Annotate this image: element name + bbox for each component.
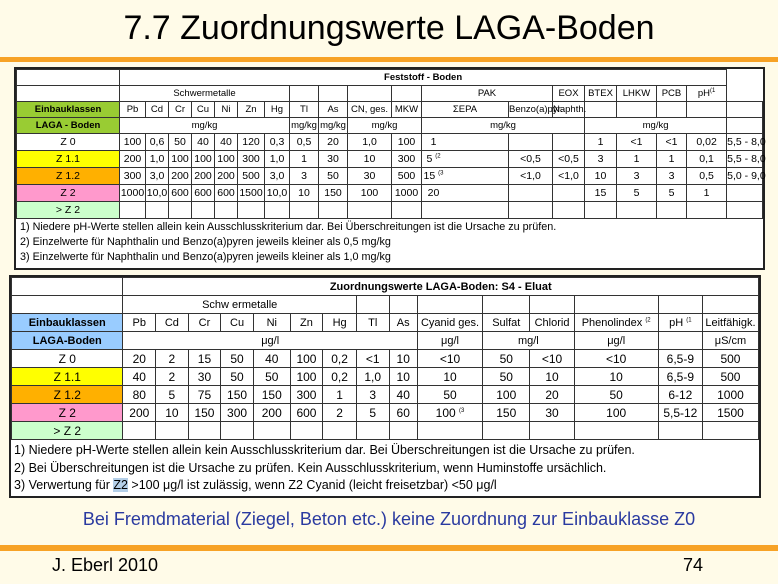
eluat-header: Zuordnungswerte LAGA-Boden: S4 - Eluat — [123, 278, 759, 296]
feststoff-row-z2: Z 2 1000 10,0 600 600 600 1500 10,0 10 150 100 1000 20 15 5 5 1 — [17, 185, 763, 202]
highlighted-z2: Z2 — [113, 478, 128, 492]
pcb-header: PCB — [657, 86, 687, 102]
feststoff-table: Feststoff - Boden Schwermetalle PAK EOX BTEX LHKW PCB $pH^{(1}$ Einbauklassen Pb Cd Cr Cu Ni Zn Hg Tl As CN, ges. MKW ΣEPA Benzo(a)pyr. Naphth. LAGA - Boden mg/kg mg/kg mg/kg mg/kg mg/kg mg/kg Z 0 100 0,6 50 40 40 120 0,3 0,5 20 1,0 100 1 1 <1 <1 0,02 5,5 - 8,0 Z 1.1 200 1,0 100 100 100 300 1,0 1 30 10 300 5 $^{(2}$ <0,5 <0,5 3 1 1 0,1 5,5 - 8,0 Z 1.2 300 3,0 200 200 200 500 3,0 3 50 30 500 15 $^{(3}$ <1,0 <1,0 10 3 3 0,5 5,0 - 9,0 Z 2 1000 10,0 600 600 600 1500 10,0 10 150 100 1000 20 15 5 5 1 > Z 2 — [16, 69, 763, 219]
pak-header: PAK — [422, 86, 553, 102]
eluat-laga-boden-label: LAGA-Boden — [12, 332, 123, 350]
lhkw-header: LHKW — [617, 86, 657, 102]
feststoff-row-z0: Z 0 100 0,6 50 40 40 120 0,3 0,5 20 1,0 100 1 1 <1 <1 0,02 5,5 - 8,0 — [17, 134, 763, 151]
einbauklassen-label: Einbauklassen — [17, 102, 120, 118]
bottom-accent-bar — [0, 545, 778, 551]
eluat-row-gz2: > Z 2 — [12, 422, 759, 440]
feststoff-row-z11: Z 1.1 200 1,0 100 100 100 300 1,0 1 30 10 300 5 $^{(2}$ <0,5 <0,5 3 1 1 0,1 5,5 - 8,0 — [17, 151, 763, 168]
slide-title: 7.7 Zuordnungswerte LAGA-Boden — [123, 9, 655, 47]
eluat-einbauklassen-label: Einbauklassen — [12, 314, 123, 332]
schwermetalle-header: Schwermetalle — [120, 86, 290, 102]
eluat-row-z2: Z 2 200 10 150 300 200 600 2 5 60 100 $^{(3}$ 150 30 100 5,5-12 1500 — [12, 404, 759, 422]
eluat-notes: 1) Niedere pH-Werte stellen allein kein Ausschlusskriterium dar. Bei Überschreitungen ist die Ursache zu prüfen. 2) Bei Überschreitungen ist die Ursache zu prüfen. Kein Ausschlusskriterium, wenn Huminstoffe ursächlich. 3) Verwertung für Z2 >100 μg/l ist zulässig, wenn Z2 Cyanid (leicht freisetzbar) <50 μg/l — [14, 443, 635, 492]
eluat-row-z11: Z 1.1 40 2 30 50 50 100 0,2 1,0 10 10 50 10 10 6,5-9 500 — [12, 368, 759, 386]
eluat-schwermetalle-header: Schw ermetalle — [123, 296, 356, 314]
footer-author: J. Eberl 2010 — [52, 555, 159, 575]
feststoff-notes: 1) Niedere pH-Werte stellen allein kein Ausschlusskriterium dar. Bei Überschreitungen ist die Ursache zu prüfen. 2) Einzelwerte für Naphthalin und Benzo(a)pyren jeweils kleiner als 0,5 mg/kg 3) Einzelwerte für Naphthalin und Benzo(a)pyren jeweils kleiner als 1,0 mg/kg — [20, 221, 557, 263]
top-accent-bar — [0, 57, 778, 62]
page-number: 74 — [683, 555, 704, 575]
ph-header: $pH^{(1}$ — [687, 86, 727, 102]
eluat-row-z12: Z 1.2 80 5 75 150 150 300 1 3 40 50 100 20 50 6-12 1000 — [12, 386, 759, 404]
fremdmaterial-note: Bei Fremdmaterial (Ziegel, Beton etc.) keine Zuordnung zur Einbauklasse Z0 — [82, 509, 696, 529]
feststoff-row-z12: Z 1.2 300 3,0 200 200 200 500 3,0 3 50 30 500 15 $^{(3}$ <1,0 <1,0 10 3 3 0,5 5,0 - 9,0 — [17, 168, 763, 185]
feststoff-header: Feststoff - Boden — [120, 70, 727, 86]
laga-boden-label: LAGA - Boden — [17, 118, 120, 134]
eluat-table: Zuordnungswerte LAGA-Boden: S4 - Eluat Schw ermetalle Einbauklassen Pb Cd Cr Cu Ni Zn Hg Tl As Cyanid ges. Sulfat Chlorid Phenolindex $^{(2}$ pH $^{(1}$ Leitfähigk. LAGA-Boden μg/l μg/l mg/l μg/l μS/cm Z 0 20 2 15 50 40 100 0,2 <1 10 <10 50 <10 <10 6,5-9 500 Z 1.1 40 2 30 50 50 100 0,2 1,0 10 10 50 10 10 6,5-9 500 Z 1.2 80 5 75 150 150 300 1 3 40 50 100 20 50 6-12 1000 Z 2 200 10 150 300 200 600 2 5 60 100 $^{(3}$ 150 30 100 5,5-12 1500 > Z 2 — [11, 277, 759, 440]
eox-header: EOX — [553, 86, 585, 102]
eluat-row-z0: Z 0 20 2 15 50 40 100 0,2 <1 10 <10 50 <10 <10 6,5-9 500 — [12, 350, 759, 368]
btex-header: BTEX — [585, 86, 617, 102]
eluat-panel — [9, 275, 761, 498]
feststoff-panel — [14, 67, 765, 270]
feststoff-row-gz2: > Z 2 — [17, 202, 763, 219]
